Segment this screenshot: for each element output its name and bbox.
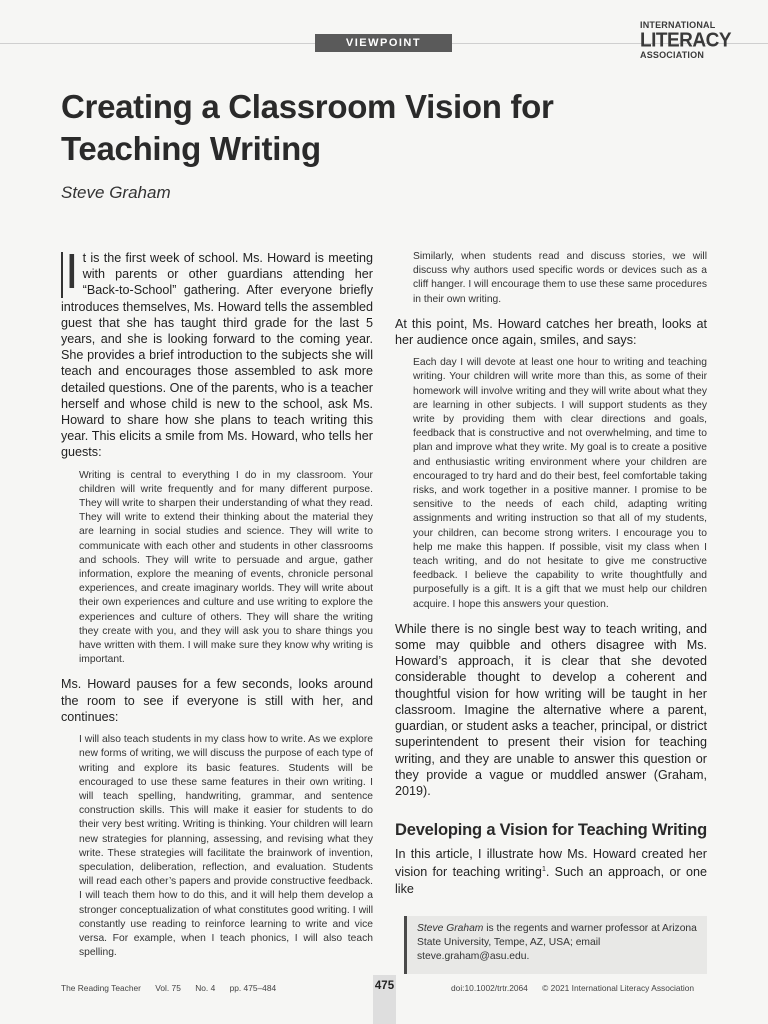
drop-cap: I: [65, 245, 79, 299]
footnote-marker: 1: [541, 866, 546, 874]
article-author: Steve Graham: [61, 183, 171, 202]
footer-citation: [61, 983, 288, 993]
block-quote-1: Writing is central to everything I do in my classroom. Your children will write frequently and for many different purpose. They will write to sharpen their understanding of what they read. They will write to extend their thinking about the material they are learning in social studies and science. They will write to communicate with each other and students in other classrooms and schools. They will write to persuade and argue, gather information, explore the meaning of events, chronicle personal experiences, and create imaginary worlds. They will write about their own experiences and culture and use writing to explore the experiences and culture of others. They will share the writing they create with you, and they will ask you to share things you have written with them. I will make sure they know why writing is important.: [79, 469, 373, 666]
section-label: VIEWPOINT: [315, 34, 452, 52]
article-title: Creating a Classroom Vision for Teaching Writing: [61, 88, 554, 167]
page-number: 475: [374, 980, 395, 992]
footer-copyright: © 2021 International Literacy Association: [542, 983, 695, 993]
intro-paragraph-wrap: [61, 245, 373, 461]
right-column: [395, 250, 707, 974]
bio-text: is the regents and warner professor at Arizona State University, Tempe, AZ, USA; email steve.graham@asu.edu.: [417, 922, 697, 963]
paragraph-5: [395, 846, 707, 897]
footer-volume: Vol. 75: [155, 983, 181, 993]
author-bio-box: [404, 916, 707, 974]
footer-issue: No. 4: [195, 983, 216, 993]
intro-paragraph: [61, 245, 373, 461]
footer-doi: doi:10.1002/trtr.2064: [451, 983, 528, 993]
section-heading: Developing a Vision for Teaching Writing: [395, 821, 707, 840]
block-quote-2-continued: Similarly, when students read and discuss stories, we will discuss why authors used specific words or devices such as a cliff hanger. I will encourage them to use these same procedures in their own writing.: [413, 251, 708, 305]
ila-logo: [640, 20, 731, 60]
paragraph-4: While there is no single best way to teach writing, and some may quibble and others disagree with Ms. Howard’s approach, it is clear that she devoted considerable thought to develop a coherent and thoughtful vision for how writing will be taught in her classroom. Imagine the alternative where a parent, guardian, or student asks a teacher, principal, or district superintendent to present their vision for teaching writing, and they are unable to answer this question or they provide a vague or muddled answer (Graham, 2019).: [395, 621, 707, 798]
intro-text: t is the first week of school. Ms. Howard is meeting with parents or other guardians attending her “Back-to-School” gathering. After everyone briefly introduces themselves, Ms. Howard tells the assembled guest that she has taught third grade for the last 5 years, and she is looking forward to the coming year. She provides a brief introduction to the subjects she will teach and encourages those assembled to ask more detailed questions. One of the parents, who is a teacher herself and whose child is new to the school, ask Ms. Howard to share how she plans to teach writing this year. This elicits a smile from Ms. Howard, who tells her guests:: [61, 251, 373, 460]
logo-line-3: ASSOCIATION: [640, 50, 705, 60]
dropcap-bar: [61, 252, 63, 298]
footer-journal: The Reading Teacher: [61, 983, 141, 993]
paragraph-3: At this point, Ms. Howard catches her breath, looks at her audience once again, smiles, and says:: [395, 316, 707, 348]
footer-pages: pp. 475–484: [229, 983, 277, 993]
block-quote-2: I will also teach students in my class how to write. As we explore new forms of writing, we will discuss the purpose of each type of writing and explore its basic features. Students will be encouraged to use these same features in their own writing. I will teach spelling, handwriting, grammar, and sentence construction skills. This will make it easier for students to do their very best writing. Writing is thinking. Your children will learn new strategies for planning, assessing, and revising what they write. These strategies will facilitate the brainwork of invention, speculation, deliberation, reflection, and evaluation. Students will read each other’s papers and provide constructive feedback. I will teach them how to do this, and it will help them develop a stronger conceptualization of what constitutes good writing. I will constantly use reading to reinforce learning to write and vice versa. For example, when I teach phonics, I will also teach spelling.: [79, 734, 373, 959]
paragraph-5-start: In this article, I illustrate how Ms. Howard created her vision for teaching writing: [395, 847, 707, 880]
bio-author-name: Steve Graham: [417, 922, 484, 934]
block-quote-3: Each day I will devote at least one hour to writing and teaching writing. Your children will write more than this, as some of their homework will involve writing and they will write about what they are learning in other subjects. I will support students as they write by providing them with clear directions and goals, feedback that is constructive and not overwhelming, and time to plan and improve what they write. My goal is to create a positive and enthusiastic writing environment where your children are encouraged to try hard and do their best, feel comfortable taking risks, and work together in a positive manner. I promise to be sensitive to the needs of each child, adapting writing assignments and writing instruction so that all of my students, your children, can become strong writers. I encourage you to help me make this happen. If possible, visit my class when I teach writing, and do not hesitate to give me constructive feedback. I believe the capability to write thoughtfully and purposefully is a gift. It is a gift that we must help our children acquire. I hope this answers your question.: [413, 357, 707, 610]
logo-line-2: LITERACY: [640, 29, 731, 52]
footer-doi-copyright: [451, 983, 694, 993]
left-column: [61, 245, 373, 969]
paragraph-2: Ms. Howard pauses for a few seconds, looks around the room to see if everyone is still with her, and continues:: [61, 677, 373, 724]
logo-line-1: INTERNATIONAL: [640, 20, 716, 30]
paragraph-5-end: . Such an approach, or one like: [395, 865, 707, 896]
